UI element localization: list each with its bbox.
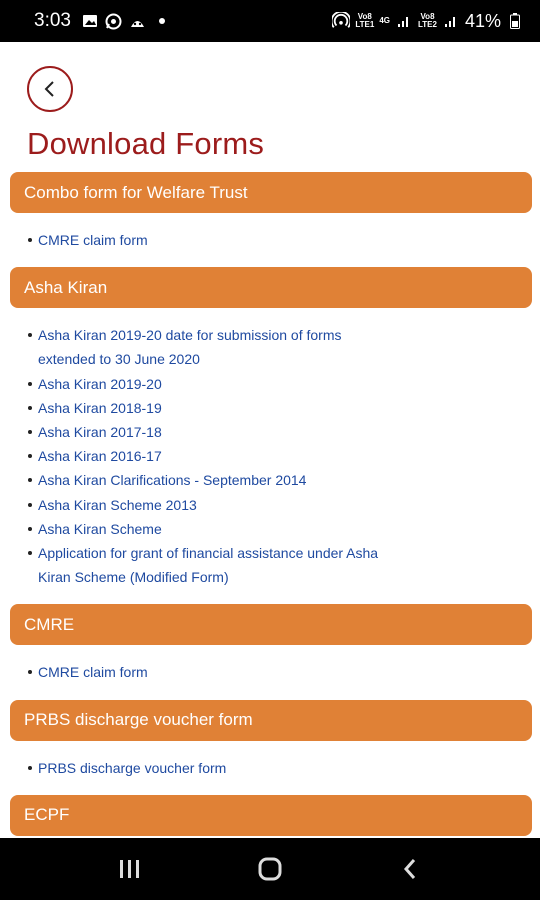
content-area <box>0 42 540 838</box>
form-link[interactable]: Asha Kiran Clarifications - September 2014 <box>38 472 307 489</box>
form-link[interactable]: Application for grant of financial assistance under Asha Kiran Scheme (Modified Form) <box>38 545 379 586</box>
list-item <box>28 420 532 444</box>
recent-apps-icon <box>118 858 142 880</box>
net-4g-label: 4G <box>379 16 390 25</box>
section-header[interactable]: PRBS discharge voucher form <box>10 700 532 741</box>
list-item <box>28 372 532 396</box>
section-header[interactable]: CMRE <box>10 604 532 645</box>
battery-percent: 41% <box>464 10 501 31</box>
list-item <box>28 444 532 468</box>
whatsapp-icon <box>105 12 123 30</box>
section-list <box>10 213 532 267</box>
form-link[interactable]: Asha Kiran Scheme <box>38 520 162 537</box>
chevron-left-icon <box>41 79 59 99</box>
list-item <box>28 323 532 371</box>
volte2-top: Vo8 <box>420 12 435 21</box>
form-link[interactable]: PRBS discharge voucher form <box>38 759 227 776</box>
recent-apps-button[interactable] <box>110 849 150 889</box>
back-nav-button[interactable] <box>390 849 430 889</box>
section-list <box>10 645 532 699</box>
status-bar <box>0 0 540 42</box>
hotspot-icon <box>332 12 350 30</box>
form-link[interactable]: Asha Kiran 2016-17 <box>38 448 162 465</box>
status-left <box>34 10 171 32</box>
page-title: Download Forms <box>27 126 265 161</box>
volte1-top: Vo8 <box>357 12 372 21</box>
dot-icon <box>153 12 171 30</box>
status-right <box>332 11 524 32</box>
list-item <box>28 493 532 517</box>
form-link[interactable]: CMRE claim form <box>38 232 148 248</box>
volte2-label <box>418 13 437 29</box>
battery-icon <box>506 12 524 30</box>
list-item <box>28 396 532 420</box>
form-link[interactable]: Asha Kiran Scheme 2013 <box>38 496 197 513</box>
list-item <box>28 468 532 492</box>
navigation-bar <box>0 838 540 900</box>
form-link[interactable]: Asha Kiran 2018-19 <box>38 399 162 416</box>
list-item <box>28 660 532 684</box>
gallery-icon <box>81 12 99 30</box>
form-link[interactable]: Asha Kiran 2017-18 <box>38 424 162 441</box>
section-list <box>10 741 532 795</box>
home-button[interactable] <box>250 849 290 889</box>
list-item <box>28 541 532 589</box>
volte2-bottom: LTE2 <box>418 20 437 29</box>
list-item <box>28 517 532 541</box>
section-header[interactable]: Combo form for Welfare Trust <box>10 172 532 213</box>
section-header[interactable]: ECPF <box>10 795 532 836</box>
list-item <box>28 756 532 780</box>
notification-app-icon <box>129 12 147 30</box>
volte1-label <box>355 13 374 29</box>
volte1-bottom: LTE1 <box>355 20 375 29</box>
back-nav-icon <box>401 857 419 881</box>
list-item <box>28 228 532 252</box>
home-icon <box>257 856 283 882</box>
signal-icon-1 <box>395 12 413 30</box>
form-link[interactable]: CMRE claim form <box>38 664 148 681</box>
form-link[interactable]: Asha Kiran 2019-20 date for submission of forms extended to 30 June 2020 <box>38 327 342 368</box>
back-button[interactable] <box>27 66 73 112</box>
sections-container <box>10 172 532 836</box>
section-header[interactable]: Asha Kiran <box>10 267 532 308</box>
signal-icon-2 <box>442 12 460 30</box>
section-list <box>10 308 532 604</box>
status-time: 3:03 <box>34 10 71 31</box>
form-link[interactable]: Asha Kiran 2019-20 <box>38 375 162 392</box>
